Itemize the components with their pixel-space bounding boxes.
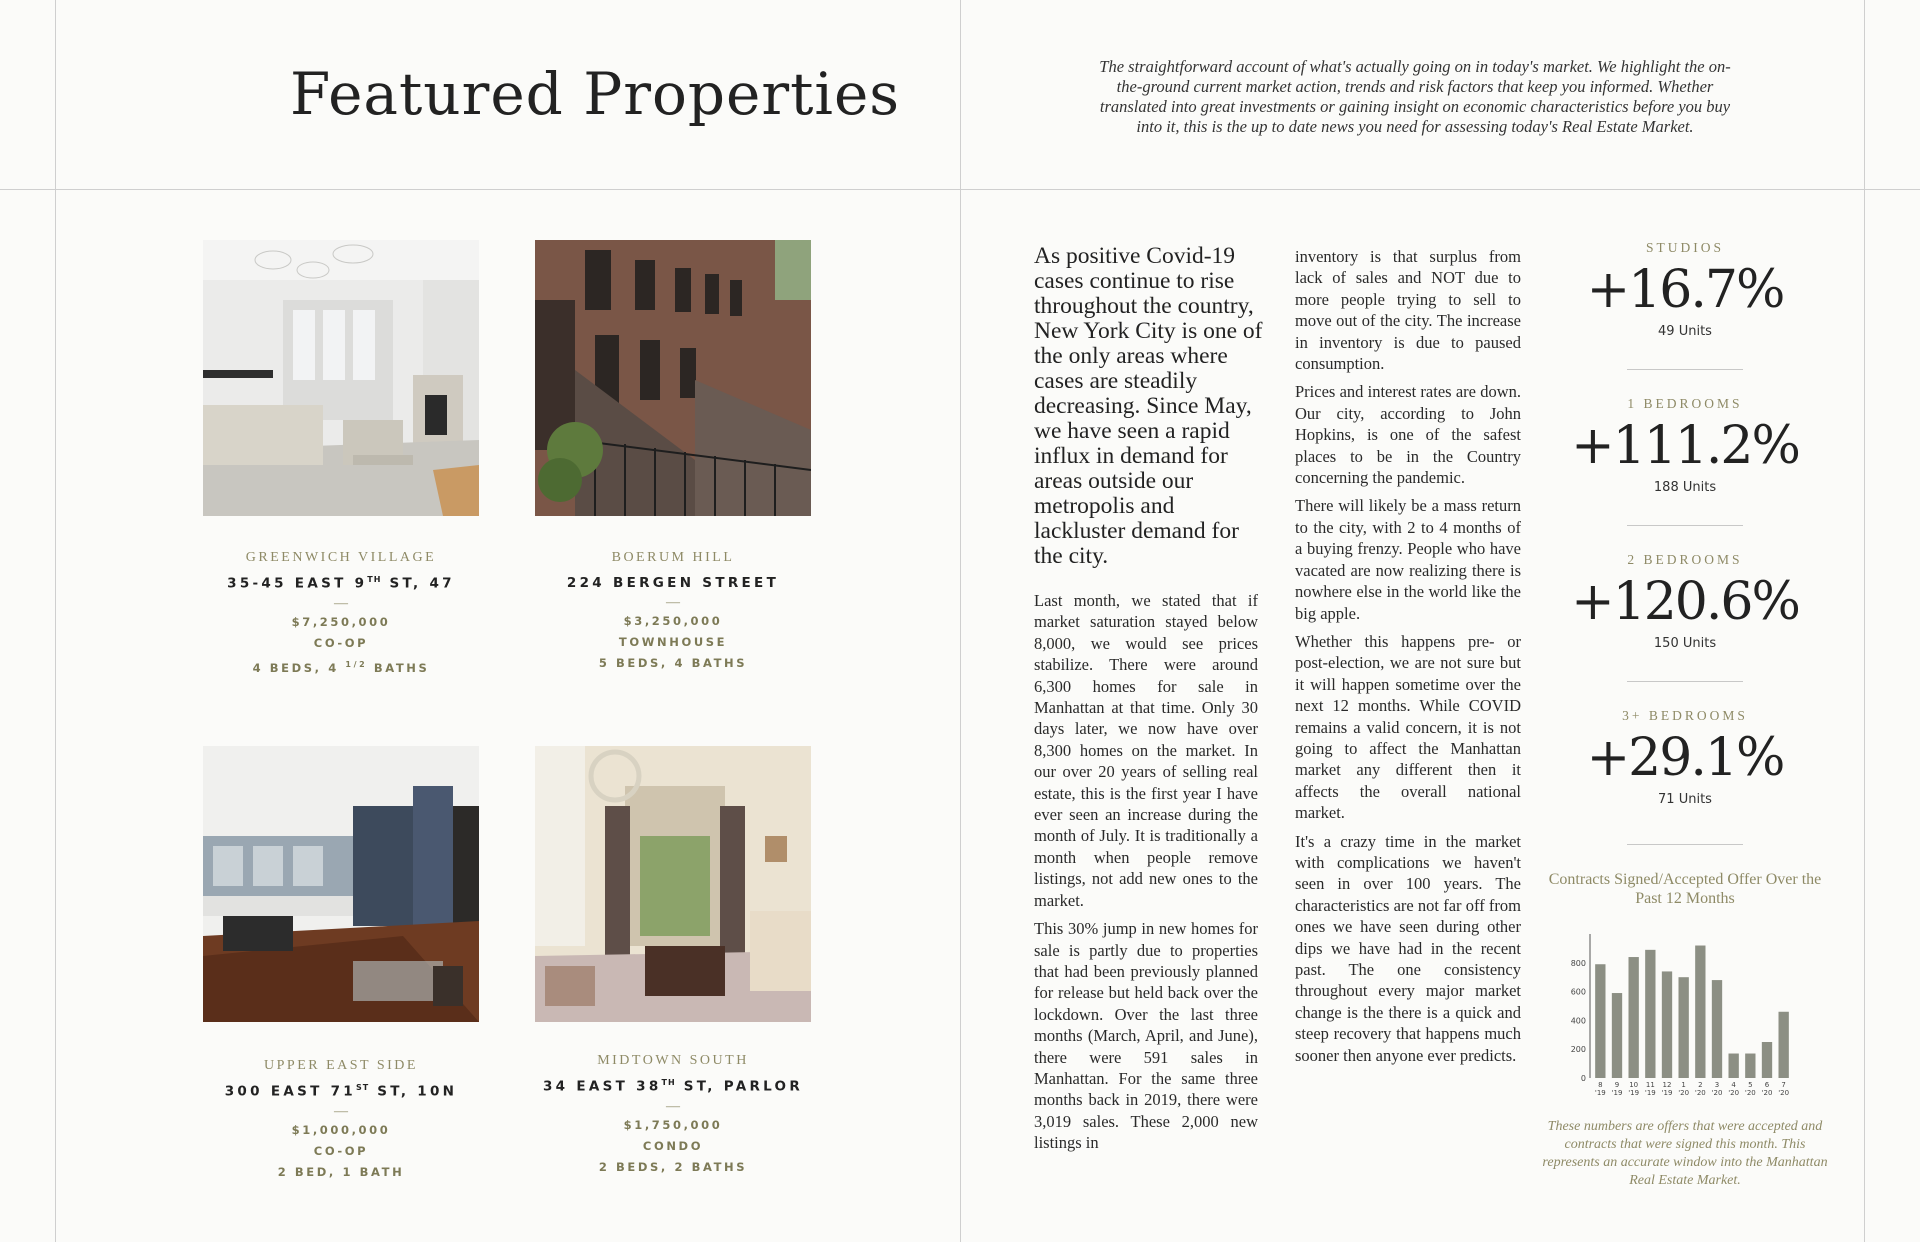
chart-bar: [1595, 964, 1605, 1078]
article-lead: As positive Covid-19 cases continue to rise throughout the country, New York City is one of the only areas where cases are steadily decreasing. Since May, we have seen a rapid influx in demand for areas outside our metropolis and lackluster demand for the city.: [1034, 243, 1263, 569]
listing-price: $7,250,000: [291, 614, 391, 629]
chart-bar: [1612, 993, 1622, 1078]
stat-units: 188 Units: [1653, 480, 1717, 495]
stat-value: +29.1%: [1586, 728, 1784, 788]
intro-text: The straightforward account of what's actually going on in today's market. We highlight the on-the-ground current market action, trends and risk factors that keep you informed. Whether translated into great investments or gaining insight on economic characteristics before you buy into it, this is the up to date news you need for assessing today's Real Estate Market.: [1099, 57, 1731, 136]
article-paragraph: Last month, we stated that if market saturation stayed below 8,000, we would see prices stabilize. There were around 6,300 homes for sale in Manhattan at that time. Only 30 days later, we now have over 8,300 homes on the market. In our over 20 years of selling real estate, this is the first year I have ever seen an increase during the month of July. It is traditionally a month when people remove listings, not add new ones to the market.: [1034, 591, 1258, 910]
stat-block: [1560, 708, 1810, 807]
chart-bar: [1729, 1054, 1739, 1078]
chart-bar: [1695, 946, 1705, 1078]
listing-neighborhood: GREENWICH VILLAGE: [245, 550, 437, 565]
x-tick-label: 6: [1764, 1081, 1770, 1089]
listing-divider: —: [334, 595, 348, 611]
stat-block: [1560, 552, 1810, 651]
y-tick-label: 0: [1580, 1074, 1586, 1083]
page-gutter: [960, 0, 961, 1242]
stat-block: [1560, 240, 1810, 339]
x-tick-label: '20: [1728, 1089, 1740, 1097]
chart-bar: [1779, 1012, 1789, 1078]
listing-card: [161, 1058, 521, 1183]
listing-beds: 4 BEDS, 4 $^{1/2}$ BATHS: [252, 659, 430, 675]
listing-beds: 5 BEDS, 4 BATHS: [598, 656, 748, 670]
listing-address: 34 EAST 38TH ST, PARLOR: [542, 1078, 804, 1095]
stat-units: 71 Units: [1658, 792, 1712, 807]
listing-card: [493, 1053, 853, 1178]
page-border-right: [1864, 0, 1865, 1242]
listing-beds: 2 BEDS, 2 BATHS: [598, 1159, 748, 1174]
listing-address: 35-45 EAST 9TH ST, 47: [227, 575, 455, 592]
chart-bar: [1762, 1042, 1772, 1078]
living-room-photo: [203, 240, 479, 516]
x-tick-label: 5: [1748, 1081, 1753, 1089]
x-tick-label: 8: [1598, 1081, 1603, 1089]
article-column-1: [1034, 590, 1258, 1161]
x-tick-label: '20: [1694, 1089, 1706, 1097]
listing-neighborhood: MIDTOWN SOUTH: [597, 1053, 749, 1068]
article-paragraph: This 30% jump in new homes for sale is partly due to properties that had been previously planned for release but held back over the lockdown. Over the last three months (March, April, and June), there were 591 sales in Manhattan. For the same three months back in 2019, there were 3,019 sales. These 2,000 new listings in: [1034, 919, 1258, 1153]
chart-bar: [1712, 980, 1722, 1078]
brownstone-facade-photo: [535, 240, 811, 516]
article-paragraph: Whether this happens pre- or post-election, we are not sure but it will happen sometime over the next 12 months. While COVID remains a valid concern, it is not going to affect the Manhattan market any different then it affects the overall national market.: [1295, 631, 1521, 823]
stat-label: 1 BEDROOMS: [1627, 396, 1743, 411]
stat-value: +111.2%: [1571, 416, 1799, 476]
x-tick-label: '19: [1661, 1089, 1673, 1097]
chart-bar: [1745, 1054, 1755, 1078]
listing-neighborhood: UPPER EAST SIDE: [264, 1058, 418, 1073]
x-tick-label: 11: [1645, 1081, 1655, 1089]
stat-value: +16.7%: [1586, 260, 1784, 320]
x-tick-label: '19: [1611, 1089, 1623, 1097]
y-tick-label: 200: [1570, 1045, 1586, 1055]
chart-bar: [1679, 977, 1689, 1078]
x-tick-label: '20: [1778, 1089, 1790, 1097]
article-paragraph: It's a crazy time in the market with complications we haven't seen in over 100 years. The characteristics are not far off from ones we have seen during other dips we have had in the recent past. The one consistency throughout every major market change is the there is a quick and steep recovery that happens much sooner then anyone ever predicts.: [1295, 831, 1521, 1065]
listing-divider: —: [666, 1098, 680, 1114]
parlor-interior-photo: [535, 746, 811, 1022]
listing-type: CO-OP: [313, 635, 369, 650]
x-tick-label: 10: [1629, 1081, 1639, 1089]
listing-address: 224 BERGEN STREET: [566, 575, 780, 591]
apartment-interior-photo: [203, 746, 479, 1022]
listing-card: [493, 550, 853, 674]
stat-divider: [1627, 369, 1743, 370]
x-tick-label: '20: [1761, 1089, 1773, 1097]
listing-card: [161, 550, 521, 678]
stat-divider: [1627, 681, 1743, 682]
x-tick-label: 12: [1662, 1081, 1672, 1089]
y-tick-label: 800: [1570, 958, 1586, 968]
chart-note: These numbers are offers that were accepted and contracts that were signed this month. This represents an accurate window into the Manhattan Real Estate Market.: [1542, 1119, 1828, 1188]
x-tick-label: 7: [1781, 1081, 1786, 1089]
x-tick-label: '19: [1594, 1089, 1606, 1097]
stat-divider: [1627, 844, 1743, 845]
stat-units: 150 Units: [1653, 636, 1717, 651]
stat-units: 49 Units: [1658, 324, 1712, 339]
page-border-left: [55, 0, 56, 1242]
x-tick-label: '19: [1628, 1089, 1640, 1097]
listing-type: TOWNHOUSE: [618, 635, 728, 649]
stat-label: 3+ BEDROOMS: [1622, 708, 1748, 723]
chart-bar: [1645, 950, 1655, 1078]
chart-bar: [1629, 957, 1639, 1078]
article-paragraph: inventory is that surplus from lack of sales and NOT due to more people trying to sell to move out of the city. The increase in inventory is due to paused consumption.: [1295, 247, 1521, 374]
x-tick-label: 2: [1698, 1081, 1703, 1089]
listing-divider: —: [334, 1103, 348, 1119]
x-tick-label: '20: [1711, 1089, 1723, 1097]
page-title: Featured Properties: [290, 60, 901, 128]
stat-label: STUDIOS: [1645, 240, 1724, 255]
chart-title: Contracts Signed/Accepted Offer Over the Past 12 Months: [1548, 871, 1822, 907]
contracts-bar-chart: [1560, 930, 1800, 1100]
x-tick-label: 1: [1681, 1081, 1686, 1089]
listing-type: CONDO: [642, 1138, 704, 1153]
x-tick-label: '19: [1644, 1089, 1656, 1097]
article-paragraph: There will likely be a mass return to the city, with 2 to 4 months of a buying frenzy. People who have vacated are now realizing there is nowhere else in the world like the big apple.: [1295, 496, 1521, 623]
listing-neighborhood: BOERUM HILL: [611, 550, 735, 565]
stat-value: +120.6%: [1571, 572, 1799, 632]
listing-address: 300 EAST 71ST ST, 10N: [224, 1083, 458, 1100]
article-column-2: [1295, 246, 1521, 1073]
x-tick-label: 3: [1714, 1081, 1720, 1089]
listing-divider: —: [666, 595, 680, 610]
listing-price: $1,750,000: [623, 1117, 723, 1132]
x-tick-label: 9: [1614, 1081, 1620, 1089]
header-rule: [0, 189, 1920, 190]
y-tick-label: 600: [1570, 987, 1586, 997]
listing-beds: 2 BED, 1 BATH: [277, 1164, 405, 1179]
listing-price: $3,250,000: [623, 614, 723, 628]
article-paragraph: Prices and interest rates are down. Our city, according to John Hopkins, is one of the safest places to be in the Country concerning the pandemic.: [1295, 382, 1521, 488]
x-tick-label: '20: [1744, 1089, 1756, 1097]
x-tick-label: '20: [1678, 1089, 1690, 1097]
stat-divider: [1627, 525, 1743, 526]
stat-label: 2 BEDROOMS: [1627, 552, 1743, 567]
stat-block: [1560, 396, 1810, 495]
listing-price: $1,000,000: [291, 1122, 391, 1137]
x-tick-label: 4: [1731, 1081, 1736, 1089]
listing-type: CO-OP: [313, 1143, 369, 1158]
chart-bar: [1662, 971, 1672, 1078]
y-tick-label: 400: [1570, 1016, 1586, 1026]
